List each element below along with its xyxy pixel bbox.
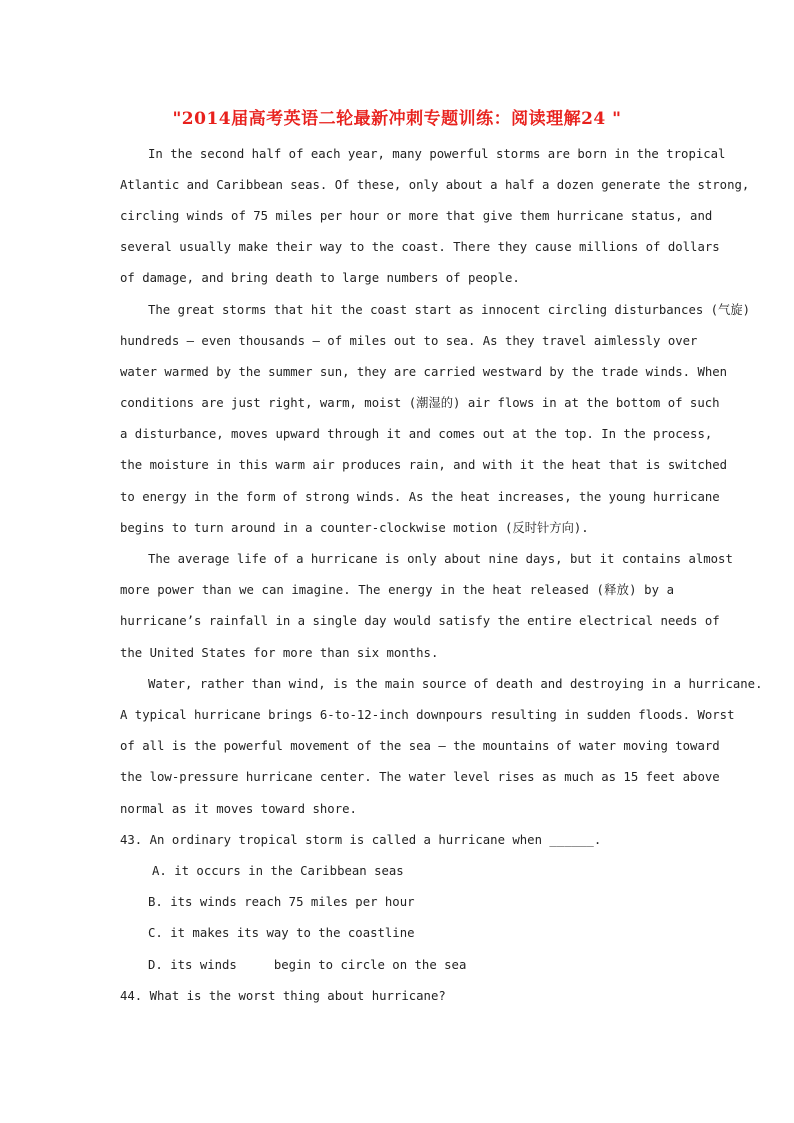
passage-line: The average life of a hurricane is only about nine days, but it contains almost bbox=[148, 552, 733, 566]
passage-line: the United States for more than six months. bbox=[120, 646, 439, 660]
passage-line: circling winds of 75 miles per hour or more that give them hurricane status, and bbox=[120, 209, 713, 223]
passage-line: of all is the powerful movement of the sea — the mountains of water moving toward bbox=[120, 739, 720, 753]
option-a: A. it occurs in the Caribbean seas bbox=[152, 864, 404, 878]
passage-line: to energy in the form of strong winds. As the heat increases, the young hurricane bbox=[120, 490, 720, 504]
passage-line: The great storms that hit the coast start as innocent circling disturbances (气旋) bbox=[148, 303, 751, 317]
passage-line: Atlantic and Caribbean seas. Of these, only about a half a dozen generate the strong, bbox=[120, 178, 750, 192]
passage-line: A typical hurricane brings 6-to-12-inch downpours resulting in sudden floods. Worst bbox=[120, 708, 735, 722]
passage-line: normal as it moves toward shore. bbox=[120, 802, 357, 816]
document-title: "2014届高考英语二轮最新冲刺专题训练：阅读理解24 " bbox=[172, 109, 622, 129]
passage-line: Water, rather than wind, is the main source of death and destroying in a hurricane. bbox=[148, 677, 763, 691]
passage-line: the moisture in this warm air produces rain, and with it the heat that is switched bbox=[120, 458, 728, 472]
question-stem: 43. An ordinary tropical storm is called a hurricane when ______. bbox=[120, 833, 602, 847]
option-b: B. its winds reach 75 miles per hour bbox=[148, 895, 415, 909]
passage-line: the low-pressure hurricane center. The water level rises as much as 15 feet above bbox=[120, 770, 720, 784]
passage-line: hurricane’s rainfall in a single day would satisfy the entire electrical needs of bbox=[120, 614, 720, 628]
passage-line: conditions are just right, warm, moist (潮湿的) air flows in at the bottom of such bbox=[120, 396, 720, 410]
question-stem: 44. What is the worst thing about hurricane? bbox=[120, 989, 446, 1003]
passage-line: hundreds — even thousands — of miles out to sea. As they travel aimlessly over bbox=[120, 334, 698, 348]
passage-line: In the second half of each year, many powerful storms are born in the tropical bbox=[148, 147, 726, 161]
passage-line: a disturbance, moves upward through it and comes out at the top. In the process, bbox=[120, 427, 713, 441]
passage-line: of damage, and bring death to large numbers of people. bbox=[120, 271, 520, 285]
passage-line: several usually make their way to the coast. There they cause millions of dollars bbox=[120, 240, 720, 254]
passage-line: more power than we can imagine. The energy in the heat released (释放) by a bbox=[120, 583, 674, 597]
passage-line: water warmed by the summer sun, they are carried westward by the trade winds. When bbox=[120, 365, 728, 379]
passage-line: begins to turn around in a counter-clockwise motion (反时针方向). bbox=[120, 521, 589, 535]
option-c: C. it makes its way to the coastline bbox=[148, 926, 415, 940]
option-d: D. its winds begin to circle on the sea bbox=[148, 958, 467, 972]
